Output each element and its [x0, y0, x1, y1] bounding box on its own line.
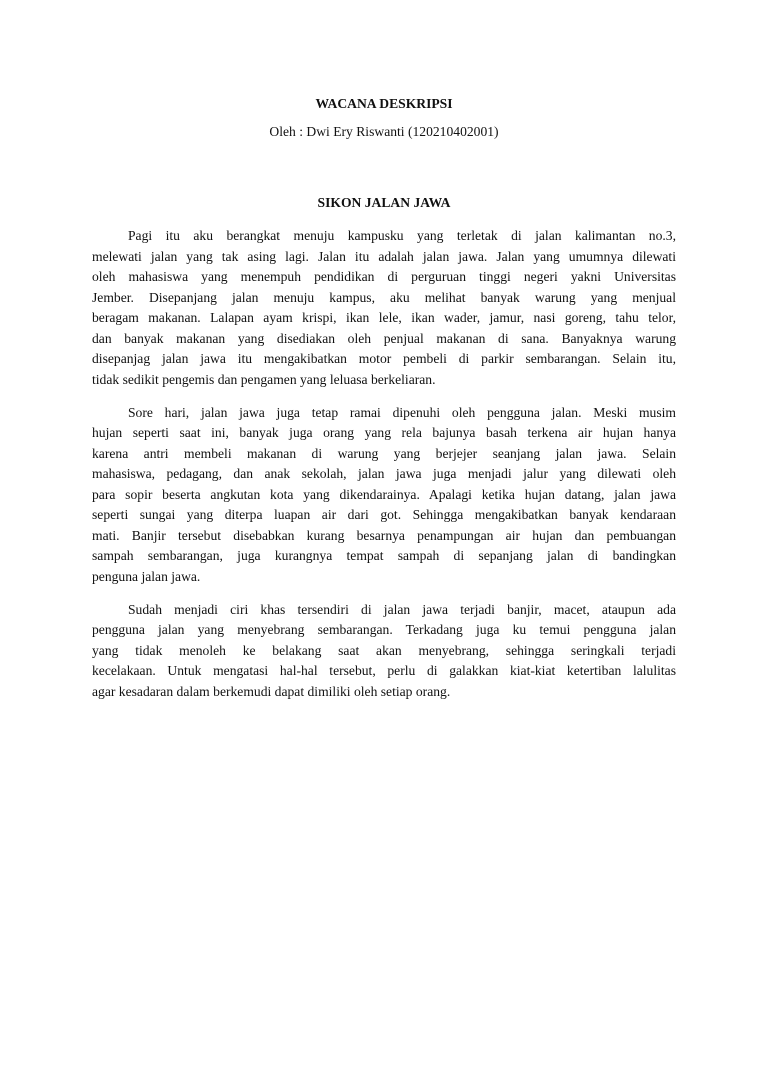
paragraph-2 — [92, 403, 676, 588]
paragraph-line: penguna jalan jawa. — [92, 568, 201, 584]
document-author: Oleh : Dwi Ery Riswanti (120210402001) — [269, 124, 499, 139]
paragraph-line: dan banyak makanan yang disediakan oleh penjual makanan di sana. Banyaknya warung — [92, 330, 676, 346]
paragraph-line: mahasiswa, pedagang, dan anak sekolah, jalan jawa juga menjadi jalur yang dilewati oleh — [92, 466, 676, 481]
paragraph-1 — [92, 226, 676, 390]
document-title: WACANA DESKRIPSI — [315, 96, 453, 111]
paragraph-line: yang tidak menoleh ke belakang saat akan menyebrang, sehingga seringkali terjadi — [92, 642, 676, 658]
paragraph-line: kecelakaan. Untuk mengatasi hal-hal tersebut, perlu di galakkan kiat-kiat ketertiban lalulitas — [92, 663, 676, 678]
paragraph-line: Sudah menjadi ciri khas tersendiri di jalan jawa terjadi banjir, macet, ataupun ada — [128, 601, 676, 617]
paragraph-line: pengguna jalan yang menyebrang sembarangan. Terkadang juga ku temui pengguna jalan — [92, 622, 676, 637]
paragraph-line: mati. Banjir tersebut disebabkan kurang besarnya penampungan air hujan dan pembuangan — [92, 527, 676, 543]
paragraph-line: tidak sedikit pengemis dan pengamen yang leluasa berkeliaran. — [92, 371, 436, 387]
paragraph-line: disepanjag jalan jawa itu mengakibatkan motor pembeli di parkir sembarangan. Selain itu, — [92, 351, 676, 366]
paragraph-line: para sopir beserta angkutan kota yang dikendarainya. Apalagi ketika hujan datang, jalan jawa — [92, 486, 676, 502]
paragraph-line: sampah sembarangan, juga kurangnya tempat sampah di sepanjang jalan di bandingkan — [92, 548, 676, 563]
paragraph-line: Jember. Disepanjang jalan menuju kampus, aku melihat banyak warung yang menjual — [92, 289, 676, 305]
document-subtitle: SIKON JALAN JAWA — [317, 195, 451, 210]
paragraph-3 — [92, 600, 676, 703]
paragraph-line: karena antri membeli makanan di warung yang berjejer seanjang jalan jawa. Selain — [92, 445, 676, 461]
paragraph-line: beragam makanan. Lalapan ayam krispi, ikan lele, ikan wader, jamur, nasi goreng, tahu telor, — [92, 310, 676, 325]
paragraph-line: Pagi itu aku berangkat menuju kampusku yang terletak di jalan kalimantan no.3, — [128, 228, 676, 243]
paragraph-line: hujan seperti saat ini, banyak juga orang yang rela bajunya basah terkena air hujan hanya — [92, 425, 676, 440]
paragraph-line: melewati jalan yang tak asing lagi. Jalan itu adalah jalan jawa. Jalan yang umumnya dilewati — [92, 248, 676, 264]
paragraph-line: Sore hari, jalan jawa juga tetap ramai dipenuhi oleh pengguna jalan. Meski musim — [128, 404, 676, 420]
document-body — [92, 226, 676, 715]
paragraph-line: seperti sungai yang diterpa luapan air dari got. Sehingga mengakibatkan banyak kendaraan — [92, 507, 676, 522]
paragraph-line: agar kesadaran dalam berkemudi dapat dimiliki oleh setiap orang. — [92, 683, 451, 699]
paragraph-line: oleh mahasiswa yang menempuh pendidikan di perguruan tinggi negeri yakni Universitas — [92, 269, 676, 284]
